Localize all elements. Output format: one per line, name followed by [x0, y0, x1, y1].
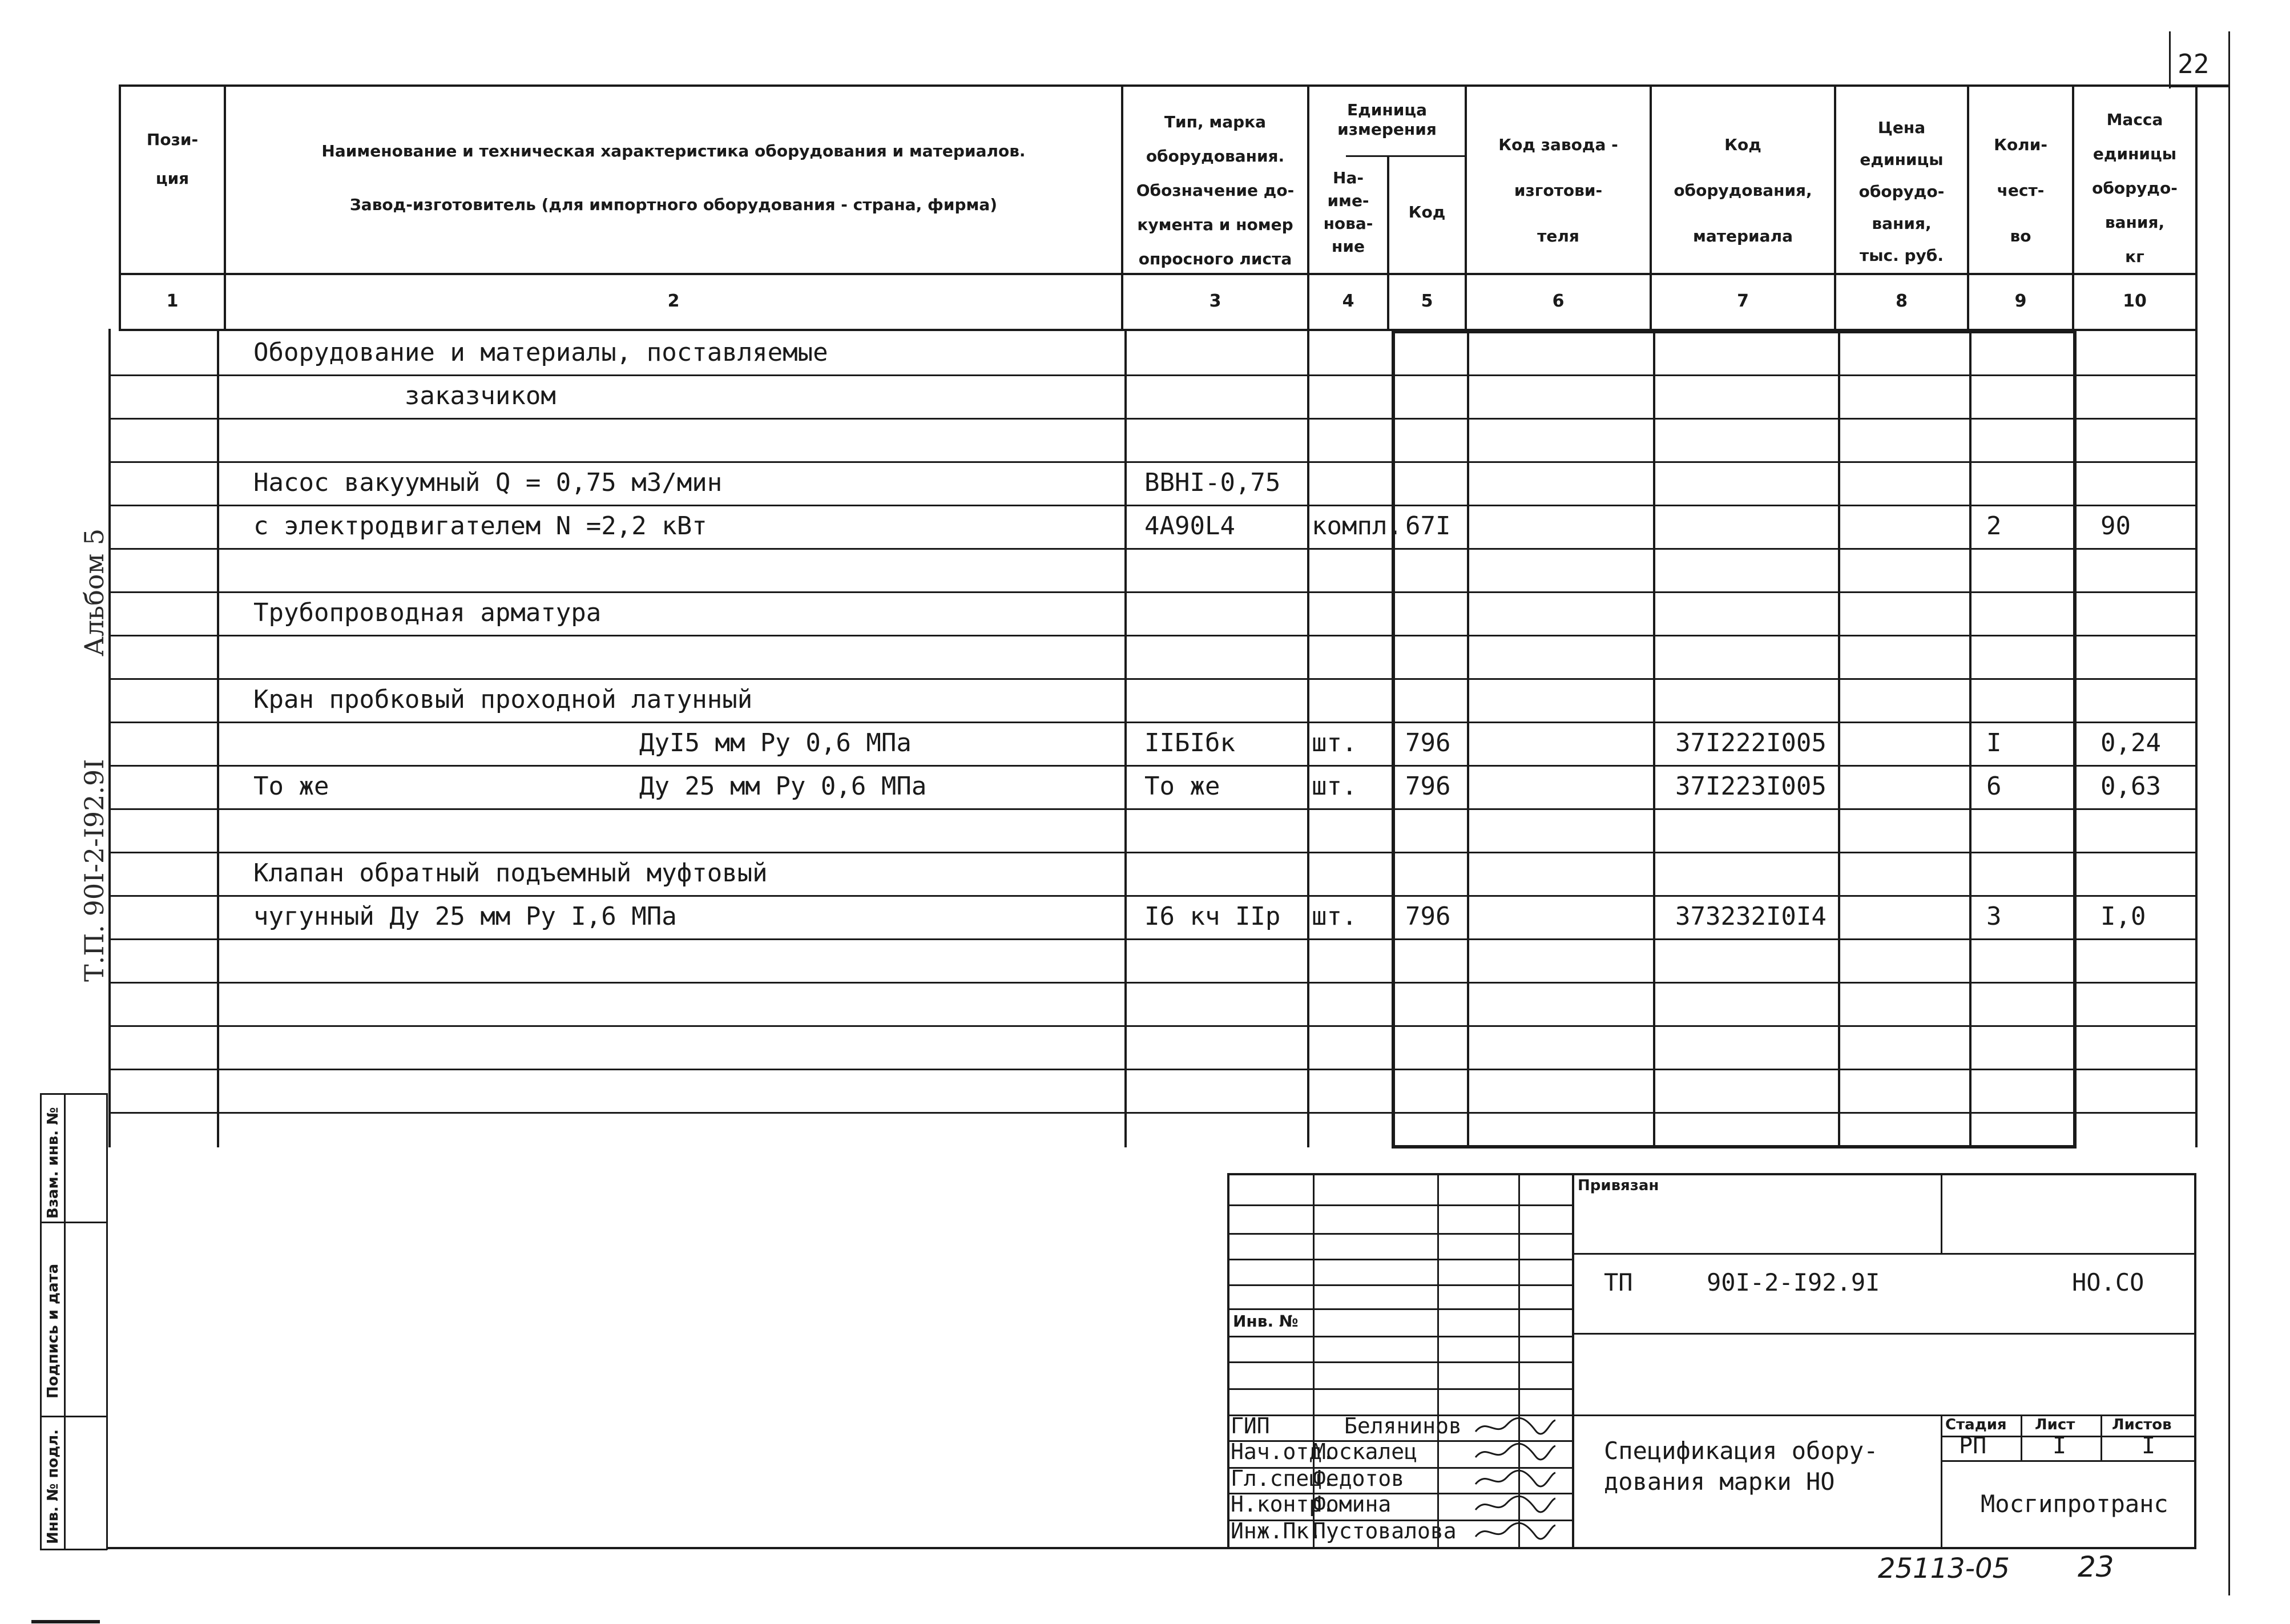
page-number-box-left — [2169, 31, 2171, 88]
cell-code: 796 — [1405, 728, 1451, 757]
cell-name: Кран пробковый проходной латунный — [253, 685, 753, 714]
tb-sig-h5 — [1227, 1308, 1572, 1310]
cell-name: с электродвигателем N =2,2 кВт — [253, 511, 707, 541]
cell-code: 67I — [1405, 511, 1451, 541]
row-line — [108, 895, 2198, 897]
colnum-4: 4 — [1342, 291, 1354, 311]
page-number: 22 — [2178, 49, 2210, 79]
cell-qty: 2 — [1986, 511, 2002, 541]
row-line — [108, 765, 2198, 767]
tb-sig-h2 — [1227, 1233, 1572, 1235]
cell-qty: 3 — [1986, 902, 2002, 931]
colnum-3: 3 — [1209, 291, 1221, 311]
unit-header-split — [1346, 155, 1466, 157]
cell-name: чугунный Ду 25 мм Ру I,6 МПа — [253, 902, 677, 931]
cell-name: То же — [253, 772, 329, 801]
cell-unit: шт. — [1312, 772, 1357, 801]
row-line — [108, 418, 2198, 420]
row-line — [108, 722, 2198, 723]
row-line — [108, 461, 2198, 463]
bottom-code: 25113-05 — [1878, 1553, 2010, 1585]
cell-unit: шт. — [1312, 902, 1357, 931]
row-line — [108, 548, 2198, 550]
thick-box-top — [1392, 330, 2077, 333]
hdr-type: Тип, марка оборудования. Обозначение до- кумента и номер опросного листа — [1136, 112, 1295, 268]
stamp-line-0 — [40, 1093, 107, 1095]
tb-organization: Мосгипротранс — [1981, 1490, 2168, 1518]
cell-type: IIБIбк — [1144, 728, 1235, 757]
cell-name: заказчиком — [253, 381, 556, 410]
cell-name: Трубопроводная арматура — [253, 598, 602, 627]
vline-b-2 — [1124, 329, 1127, 1147]
hdr-quantity: Коли- чест- во — [1994, 135, 2047, 245]
hdr-unit: Единица измерения — [1337, 100, 1437, 139]
tb-sig-h6 — [1227, 1336, 1572, 1337]
signature-mark — [1473, 1467, 1558, 1492]
hdr-equip-code: Код оборудования, материала — [1674, 135, 1812, 245]
hdr-position: Пози- ция — [146, 130, 199, 188]
vline-h-10 — [2195, 84, 2198, 330]
signer-role: Нач.отд. — [1231, 1439, 1336, 1464]
tb-sheet: I — [2053, 1433, 2067, 1459]
tb-bottom — [106, 1547, 2195, 1549]
signer-name: Москалец — [1313, 1439, 1418, 1464]
tb-sig-h3 — [1227, 1259, 1572, 1260]
hdr-name-line2: Завод-изготовитель (для импортного оборудования - страна, фирма) — [349, 195, 998, 214]
cell-code: 796 — [1405, 902, 1451, 931]
cell-name: Насос вакуумный Q = 0,75 м3/мин — [253, 468, 723, 497]
stamp-inv: Инв. № подл. — [45, 1429, 62, 1544]
row-line — [108, 808, 2198, 810]
vline-b-5 — [1467, 329, 1469, 1147]
tb-sheets: I — [2142, 1433, 2156, 1459]
row-line — [108, 1112, 2198, 1114]
row-line — [108, 1069, 2198, 1070]
colnum-10: 10 — [2123, 291, 2147, 311]
tb-doc-number: 90I-2-I92.9I — [1707, 1268, 1880, 1296]
colnum-2: 2 — [667, 291, 680, 311]
signer-role: Гл.спец. — [1231, 1466, 1336, 1491]
signer-name: Пустовалова — [1313, 1518, 1457, 1544]
vline-b-0 — [108, 329, 111, 1147]
bottom-left-mark — [31, 1620, 100, 1623]
cell-mass: 90 — [2100, 511, 2131, 541]
tb-stage: РП — [1959, 1433, 1987, 1459]
stamp-inner-line — [64, 1093, 66, 1550]
signer-name: Федотов — [1313, 1466, 1405, 1491]
stamp-vzam: Взам. инв. № — [45, 1107, 62, 1219]
hdr-name-line1: Наименование и техническая характеристика оборудования и материалов. — [321, 142, 1026, 160]
tb-r-h2 — [1572, 1333, 2194, 1335]
tb-sheet-label: Лист — [2035, 1416, 2075, 1433]
tb-r-h-stagebody — [1941, 1460, 2194, 1462]
row-line — [108, 505, 2198, 506]
cell-type: То же — [1144, 772, 1220, 801]
row-line — [108, 1025, 2198, 1027]
table-top-line — [119, 84, 2228, 87]
vline-b-3 — [1307, 329, 1309, 1147]
row-line — [108, 982, 2198, 984]
tb-r-v-sheets — [2100, 1415, 2102, 1460]
tb-r-v-stage — [1941, 1415, 1942, 1548]
stamp-line-2 — [40, 1416, 107, 1417]
hdr-factory-code: Код завода - изготови- теля — [1498, 135, 1618, 245]
signature-mark — [1473, 1493, 1558, 1518]
tb-mark: НО.СО — [2072, 1268, 2144, 1296]
cell-equip: 37I222I005 — [1675, 728, 1827, 757]
vline-b-4 — [1392, 329, 1395, 1147]
cell-name2: ДуI5 мм Ру 0,6 МПа — [639, 728, 912, 757]
colnum-7: 7 — [1737, 291, 1749, 311]
hdr-unit-code: Код — [1408, 203, 1446, 221]
cell-type: 4A90L4 — [1144, 511, 1235, 541]
tb-tp: ТП — [1604, 1268, 1633, 1296]
cell-mass: 0,63 — [2100, 772, 2161, 801]
stamp-left-line — [40, 1093, 42, 1550]
side-album: Альбом 5 — [79, 528, 110, 656]
cell-name: Оборудование и материалы, поставляемые — [253, 338, 828, 367]
vline-b-7 — [1838, 329, 1840, 1147]
colnum-5: 5 — [1421, 291, 1433, 311]
cell-unit: компл. — [1312, 511, 1402, 541]
cell-mass: 0,24 — [2100, 728, 2161, 757]
thick-box-bottom — [1392, 1145, 2077, 1149]
signer-name: Белянинов — [1344, 1413, 1462, 1438]
row-line — [108, 938, 2198, 940]
tb-sig-h4 — [1227, 1284, 1572, 1286]
tb-sig-h8 — [1227, 1388, 1572, 1390]
tb-r-v-sheet — [2021, 1415, 2022, 1460]
stamp-podpis: Подпись и дата — [45, 1263, 62, 1399]
right-border — [2228, 31, 2230, 1595]
cell-name2: Ду 25 мм Ру 0,6 МПа — [639, 772, 927, 801]
colnum-9: 9 — [2014, 291, 2027, 311]
signer-role: ГИП — [1231, 1413, 1270, 1438]
stamp-line-3 — [40, 1549, 107, 1550]
stamp-line-1 — [40, 1222, 107, 1223]
cell-type: I6 кч IIр — [1144, 902, 1281, 931]
row-line — [108, 374, 2198, 376]
colnum-6: 6 — [1552, 291, 1565, 311]
signer-role: Инж.Пк. — [1231, 1518, 1323, 1544]
tb-right — [2194, 1173, 2196, 1549]
row-line — [108, 678, 2198, 680]
tb-sheets-label: Листов — [2112, 1416, 2172, 1433]
cell-unit: шт. — [1312, 728, 1357, 757]
tb-r-v-privyazan — [1941, 1173, 1942, 1254]
vline-b-9 — [2073, 329, 2077, 1147]
tb-sig-h7 — [1227, 1361, 1572, 1363]
tb-stage-label: Стадия — [1945, 1416, 2007, 1433]
cell-equip: 37I223I005 — [1675, 772, 1827, 801]
colnum-8: 8 — [1896, 291, 1908, 311]
cell-qty: I — [1986, 728, 2002, 757]
cell-name: Клапан обратный подъемный муфтовый — [253, 859, 768, 888]
signer-name: Фомина — [1313, 1492, 1392, 1517]
hdr-price: Цена единицы оборудо- вания, тыс. руб. — [1858, 118, 1945, 265]
tb-sig-h1 — [1227, 1204, 1572, 1206]
hdr-mass: Масса единицы оборудо- вания, кг — [2092, 110, 2178, 266]
row-line — [108, 852, 2198, 853]
signer-role: Н.контр. — [1231, 1492, 1336, 1517]
vline-b-8 — [1969, 329, 1972, 1147]
vline-b-10 — [2195, 329, 2198, 1147]
vline-b-6 — [1653, 329, 1655, 1147]
cell-code: 796 — [1405, 772, 1451, 801]
colnum-1: 1 — [166, 291, 179, 311]
tb-r-h1 — [1572, 1253, 2194, 1255]
row-line — [108, 591, 2198, 593]
stamp-right-line — [106, 1093, 108, 1550]
tb-top — [1227, 1173, 2195, 1175]
cell-type: ВВНI-0,75 — [1144, 468, 1281, 497]
tb-privyazan: Привязан — [1578, 1177, 1659, 1194]
tb-title: Спецификация обору- дования марки НО — [1604, 1437, 1878, 1496]
hdr-unit-name: На- име- нова- ние — [1323, 168, 1373, 256]
signature-mark — [1473, 1440, 1558, 1465]
row-line — [108, 635, 2198, 636]
cell-qty: 6 — [1986, 772, 2002, 801]
cell-equip: 373232I0I4 — [1675, 902, 1827, 931]
signature-mark — [1473, 1520, 1558, 1545]
vline-b-1 — [217, 329, 219, 1147]
cell-mass: I,0 — [2100, 902, 2146, 931]
side-tp-number: Т.П. 90I-2-I92.9I — [79, 759, 110, 982]
tb-divider — [1572, 1173, 1574, 1549]
tb-inv-label: Инв. № — [1233, 1312, 1299, 1331]
bottom-page: 23 — [2078, 1550, 2114, 1583]
signature-mark — [1473, 1415, 1558, 1440]
